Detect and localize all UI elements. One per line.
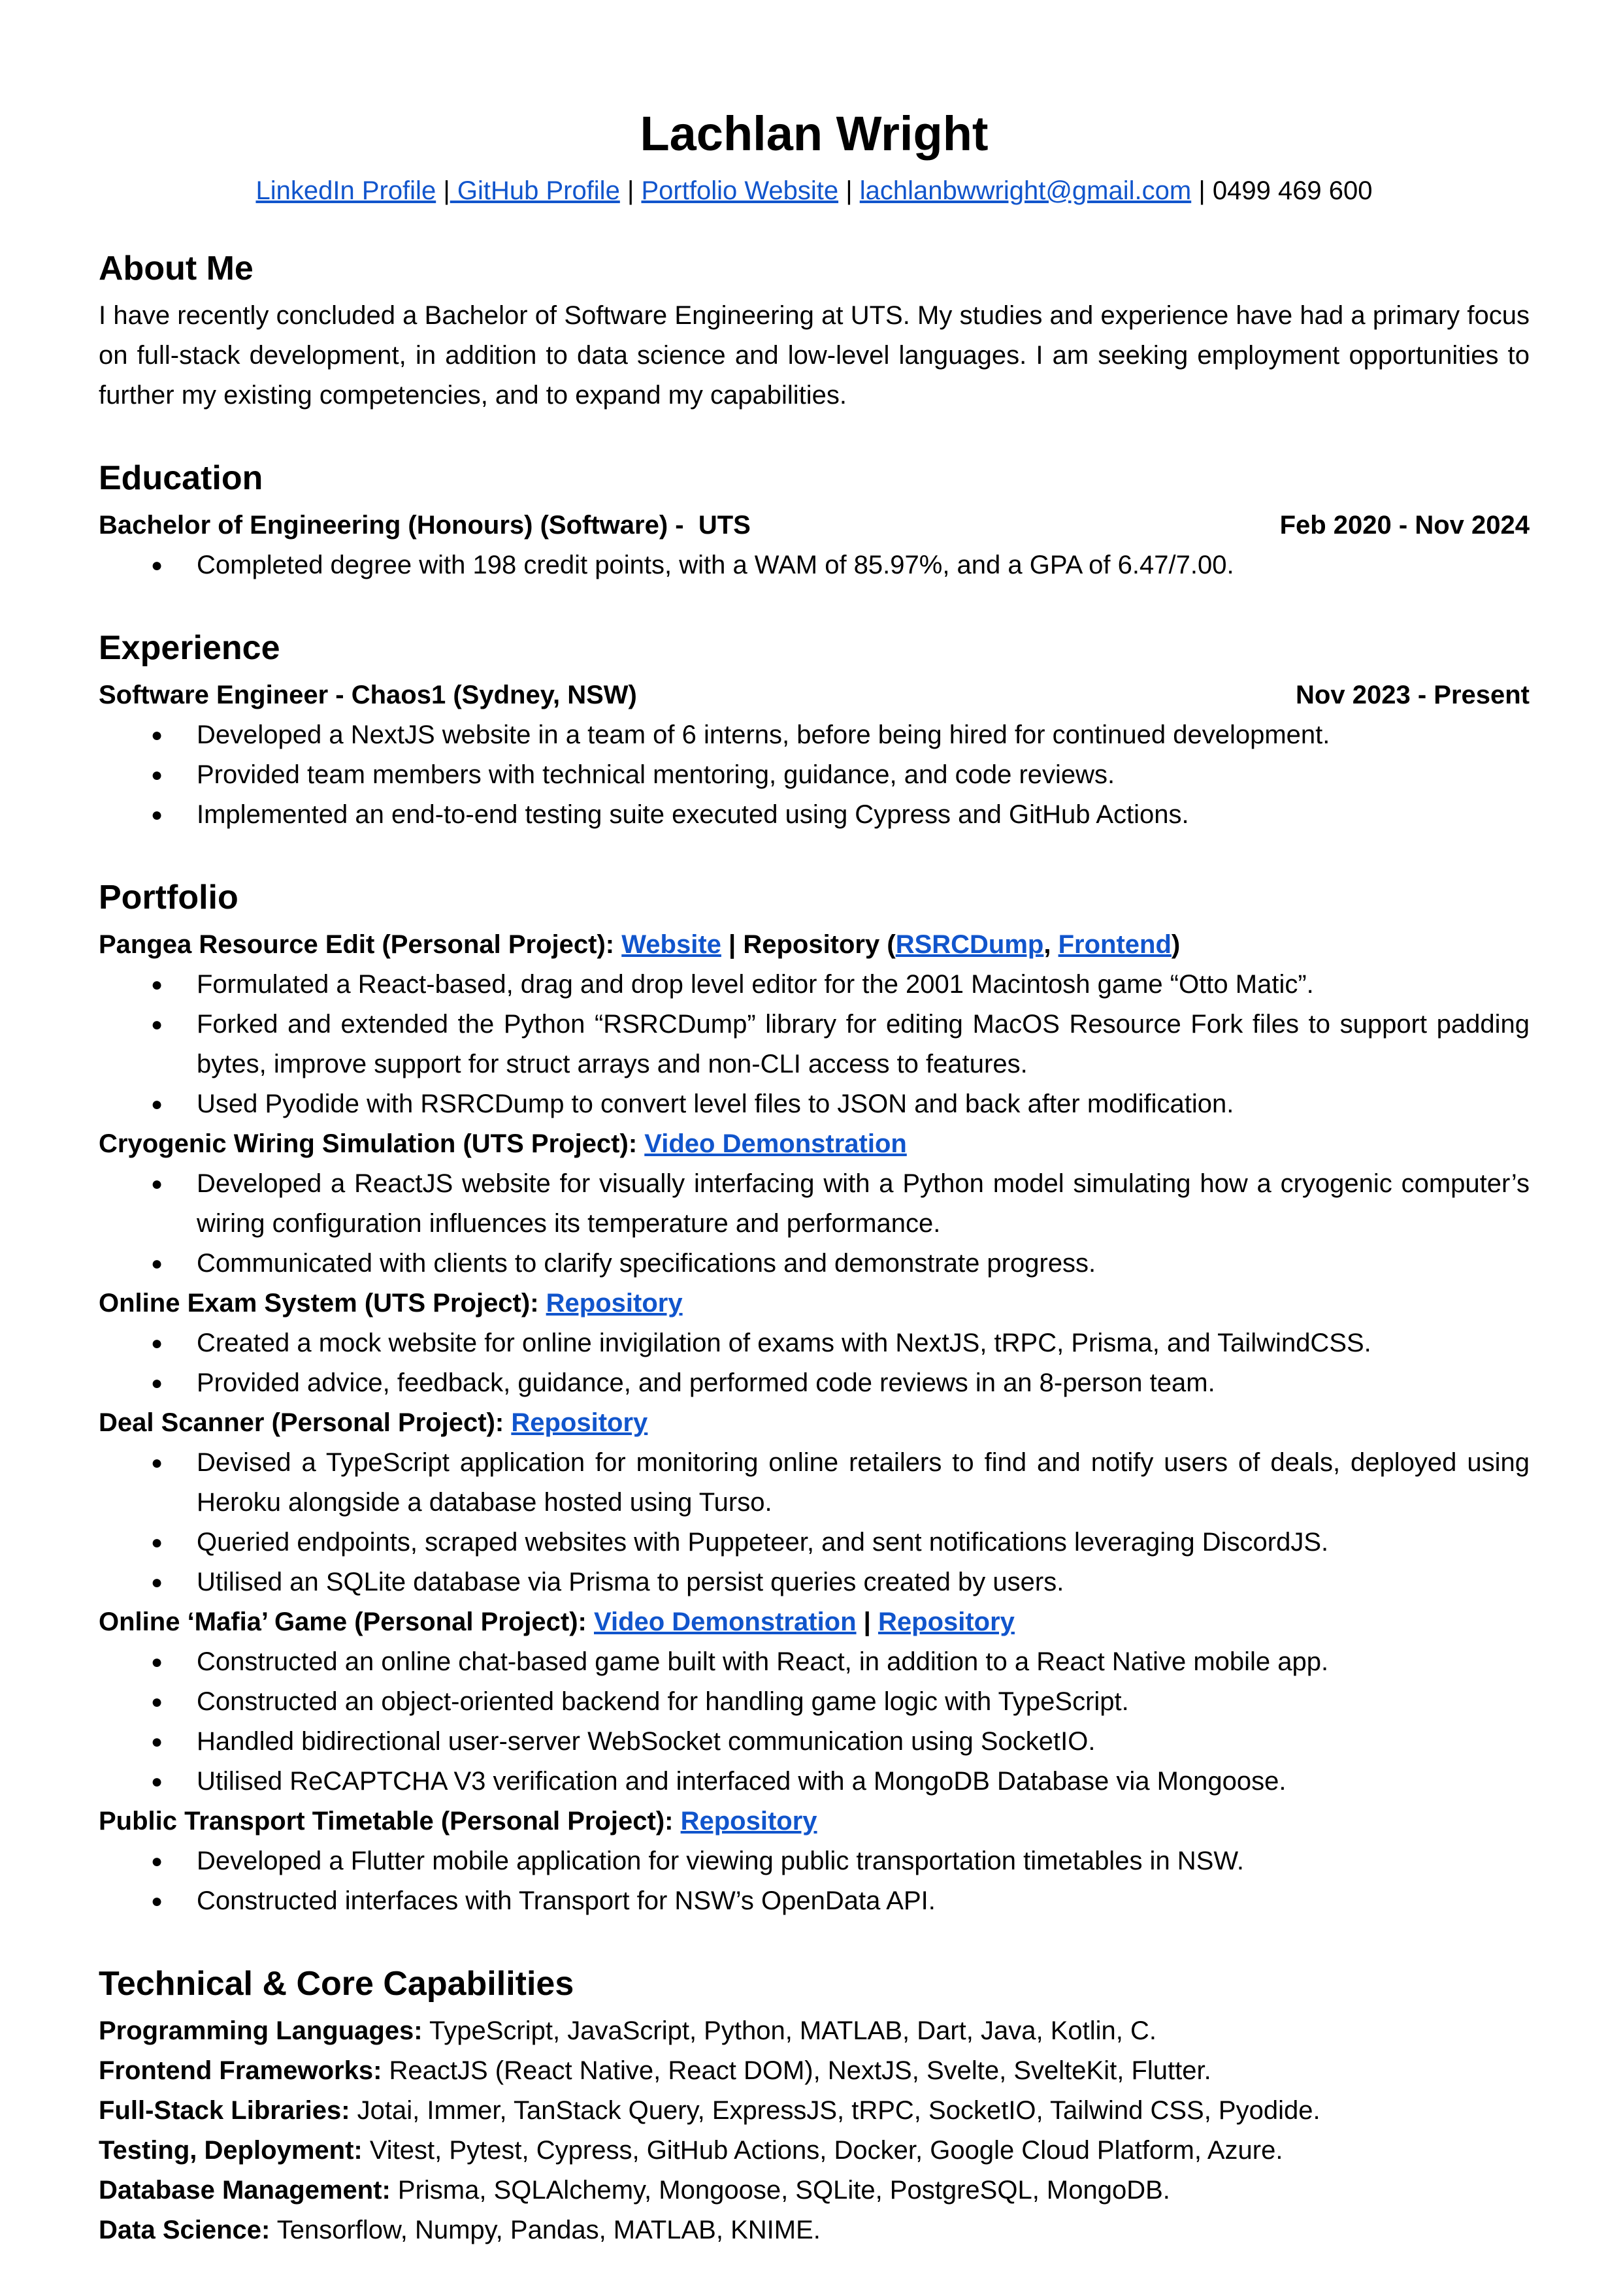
list-item: ● Developed a Flutter mobile application for viewing public transportation timetables in NSW. [99,1841,1530,1881]
skill-label: Database Management: [99,2176,391,2205]
separator: | [627,176,634,205]
job-entry-header [99,675,1530,715]
skill-label: Frontend Frameworks: [99,2056,382,2085]
project-header [99,925,1530,965]
video-demonstration-link[interactable]: Video Demonstration [644,1129,907,1158]
skill-label: Full-Stack Libraries: [99,2096,350,2125]
bullet-list [99,545,1530,585]
job-title: Software Engineer - Chaos1 (Sydney, NSW) [99,681,637,709]
project-header [99,1284,1530,1323]
separator: | [845,176,853,205]
section-heading: About Me [99,250,254,287]
list-item: ● Utilised ReCAPTCHA V3 verification and interfaced with a MongoDB Database via Mongoose. [99,1762,1530,1802]
education-section [99,461,1530,585]
skill-row [99,2011,1530,2051]
phone-number: 0499 469 600 [1212,176,1373,205]
project-header [99,1124,1530,1164]
project-header-text: ) [1171,930,1181,959]
skill-value: Prisma, SQLAlchemy, Mongoose, SQLite, PostgreSQL, MongoDB. [390,2176,1170,2205]
skill-label: Data Science: [99,2216,270,2244]
experience-section [99,631,1530,835]
about-section [99,251,1530,415]
list-item: ● Formulated a React-based, drag and drop level editor for the 2001 Macintosh game “Otto Matic”. [99,965,1530,1005]
project-header [99,1802,1530,1841]
repository-link[interactable]: Repository [546,1289,683,1318]
job-dates: Nov 2023 - Present [1296,681,1530,709]
education-dates: Feb 2020 - Nov 2024 [1279,511,1530,540]
bullet-list [99,1323,1530,1403]
education-entry-header [99,506,1530,545]
project-title: Cryogenic Wiring Simulation (UTS Project): [99,1129,638,1158]
list-item: ● Constructed an object-oriented backend for handling game logic with TypeScript. [99,1682,1530,1722]
about-text: I have recently concluded a Bachelor of Software Engineering at UTS. My studies and experience have had a primary focus on full-stack development, in addition to data science and low-level languages. I am seeking employment opportunities to further my existing competencies, and to expand my capabilities. [99,301,1530,410]
list-item: ● Used Pyodide with RSRCDump to convert level files to JSON and back after modification. [99,1084,1530,1124]
contact-line [99,175,1530,206]
list-item: ● Developed a NextJS website in a team of 6 interns, before being hired for continued development. [99,715,1530,755]
list-item: ● Provided advice, feedback, guidance, and performed code reviews in an 8-person team. [99,1363,1530,1403]
list-item: ● Completed degree with 198 credit points, with a WAM of 85.97%, and a GPA of 6.47/7.00. [99,545,1530,585]
project-title: Deal Scanner (Personal Project): [99,1408,504,1437]
bullet-list [99,1443,1530,1602]
skill-value: ReactJS (React Native, React DOM), NextJS, Svelte, SvelteKit, Flutter. [382,2056,1211,2085]
list-item: ● Queried endpoints, scraped websites with Puppeteer, and sent notifications leveraging DiscordJS. [99,1523,1530,1562]
list-item: ● Forked and extended the Python “RSRCDump” library for editing MacOS Resource Fork files to support padding bytes, improve support for struct arrays and non-CLI access to features. [99,1005,1530,1084]
skill-row [99,2131,1530,2171]
bullet-list [99,1841,1530,1921]
project-header [99,1602,1530,1642]
list-item: ● Constructed an online chat-based game built with React, in addition to a React Native mobile app. [99,1642,1530,1682]
repository-link[interactable]: Repository [511,1408,648,1437]
github-link[interactable]: GitHub Profile [450,176,620,205]
degree-title: Bachelor of Engineering (Honours) (Software) - UTS [99,511,751,540]
skill-value: Tensorflow, Numpy, Pandas, MATLAB, KNIME. [270,2216,821,2244]
list-item: ● Implemented an end-to-end testing suite executed using Cypress and GitHub Actions. [99,795,1530,835]
linkedin-link[interactable]: LinkedIn Profile [255,176,436,205]
skill-value: Vitest, Pytest, Cypress, GitHub Actions, Docker, Google Cloud Platform, Azure. [362,2136,1283,2165]
separator: | [1198,176,1205,205]
bullet-list [99,715,1530,835]
bullet-list [99,1642,1530,1802]
project-header-text: , [1043,930,1058,959]
resume-content [99,251,1530,2296]
list-item: ● Provided team members with technical mentoring, guidance, and code reviews. [99,755,1530,795]
project-title: Online ‘Mafia’ Game (Personal Project): [99,1608,587,1636]
list-item: ● Handled bidirectional user-server WebSocket communication using SocketIO. [99,1722,1530,1762]
repository-link[interactable]: Repository [680,1807,817,1835]
skills-section [99,1967,1530,2250]
skill-label: Programming Languages: [99,2016,423,2045]
section-heading: Experience [99,629,280,667]
project-title: Pangea Resource Edit (Personal Project): [99,930,615,959]
repository-link[interactable]: Repository [878,1608,1015,1636]
list-item: ● Utilised an SQLite database via Prisma to persist queries created by users. [99,1562,1530,1602]
project-title: Public Transport Timetable (Personal Project): [99,1807,674,1835]
list-item: ● Constructed interfaces with Transport for NSW’s OpenData API. [99,1881,1530,1921]
skill-label: Testing, Deployment: [99,2136,363,2165]
email-link[interactable]: lachlanbwwright@gmail.com [859,176,1192,205]
frontend-link[interactable]: Frontend [1058,930,1172,959]
resume-name: Lachlan Wright [640,106,989,161]
section-heading: Education [99,459,263,497]
skill-value: TypeScript, JavaScript, Python, MATLAB, Dart, Java, Kotlin, C. [422,2016,1157,2045]
website-link[interactable]: Website [621,930,721,959]
project-title: Online Exam System (UTS Project): [99,1289,539,1318]
section-heading: Portfolio [99,879,238,916]
bullet-list [99,965,1530,1124]
skill-row [99,2091,1530,2131]
list-item: ● Developed a ReactJS website for visually interfacing with a Python model simulating how a cryogenic computer’s wiring configuration influences its temperature and performance. [99,1164,1530,1244]
project-header [99,1403,1530,1443]
project-header-text: | Repository ( [729,930,896,959]
skill-row [99,2210,1530,2250]
list-item: ● Communicated with clients to clarify specifications and demonstrate progress. [99,1244,1530,1284]
bullet-list [99,1164,1530,1284]
portfolio-link[interactable]: Portfolio Website [641,176,839,205]
rsrcdump-link[interactable]: RSRCDump [895,930,1044,959]
section-heading: Technical & Core Capabilities [99,1965,574,2003]
separator: | [863,1608,871,1636]
video-demonstration-link[interactable]: Video Demonstration [594,1608,857,1636]
list-item: ● Created a mock website for online invigilation of exams with NextJS, tRPC, Prisma, and TailwindCSS. [99,1323,1530,1363]
skill-value: Jotai, Immer, TanStack Query, ExpressJS, tRPC, SocketIO, Tailwind CSS, Pyodide. [350,2096,1320,2125]
list-item: ● Devised a TypeScript application for monitoring online retailers to find and notify users of deals, deployed using Heroku alongside a database hosted using Turso. [99,1443,1530,1523]
portfolio-section [99,881,1530,1921]
separator: | [443,176,450,205]
skill-row [99,2051,1530,2091]
skill-row [99,2171,1530,2210]
